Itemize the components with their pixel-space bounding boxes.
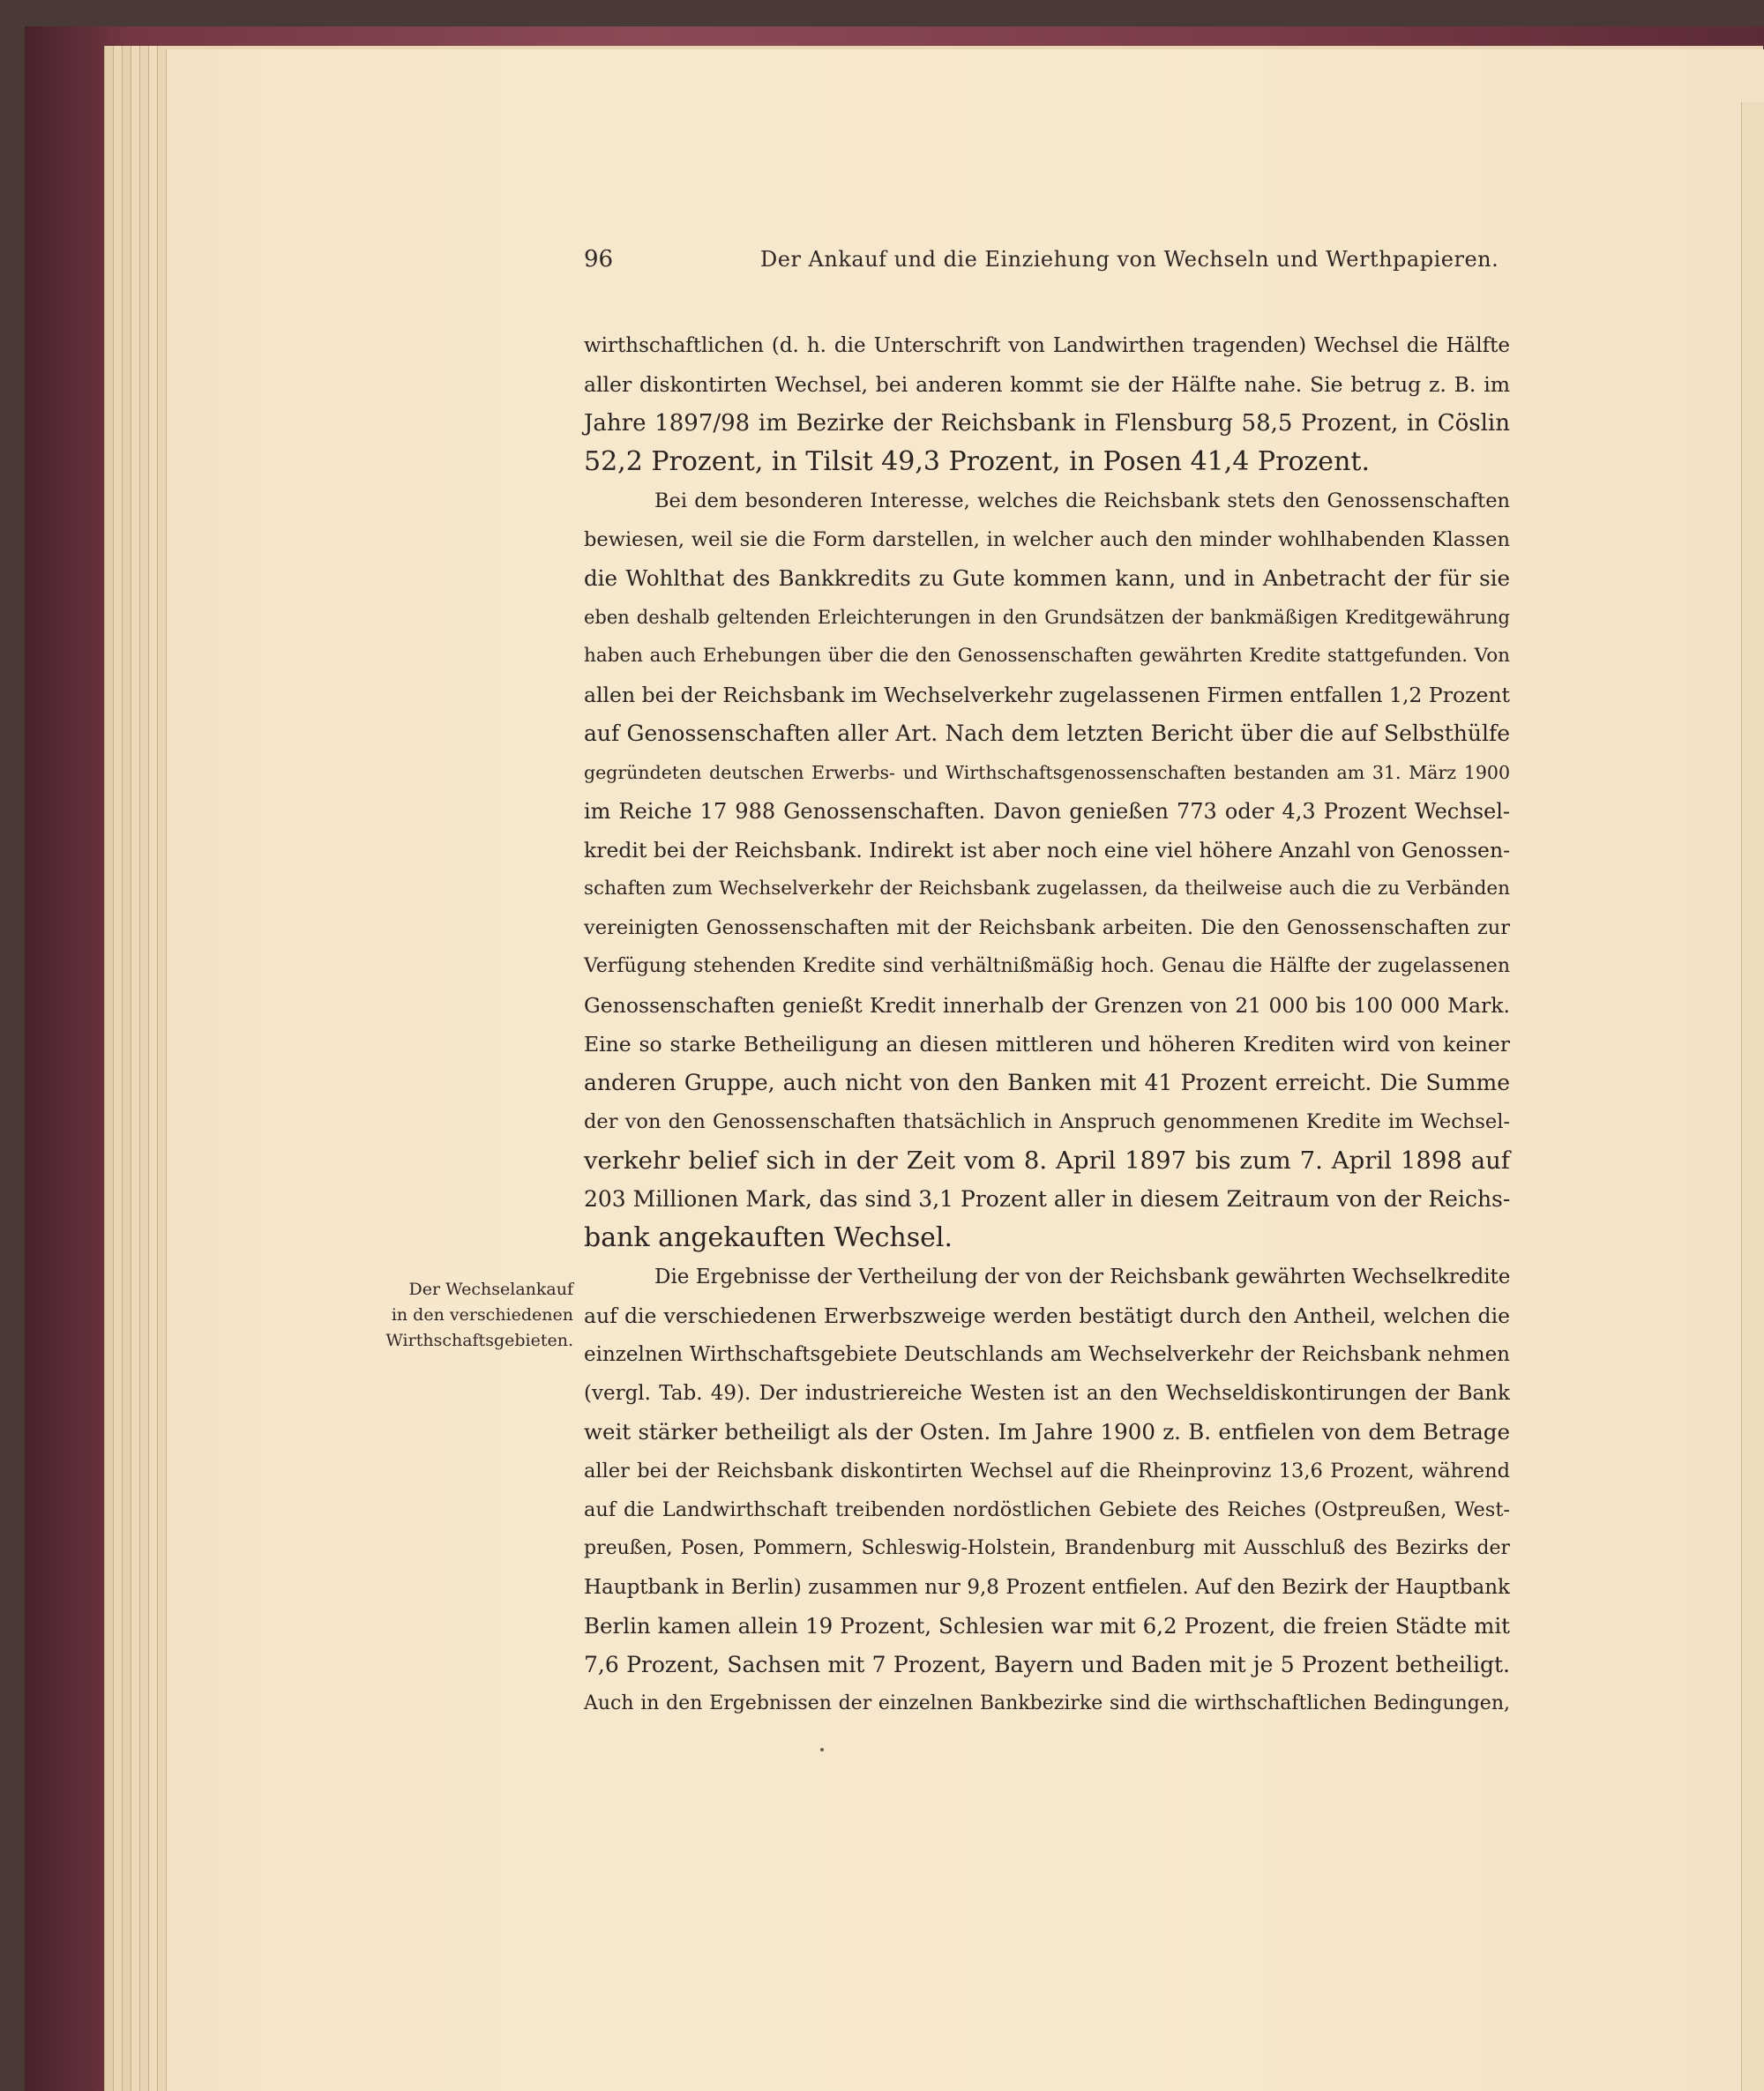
next-page-edge — [1741, 102, 1764, 2091]
text-line: eben deshalb geltenden Erleichterungen in den Grundsätzen der bankmäßigen Kreditgewährung — [584, 607, 1510, 628]
running-head: Der Ankauf und die Einziehung von Wechseln und Werthpapieren. — [760, 247, 1499, 272]
text-line: schaften zum Wechselverkehr der Reichsbank zugelassen, da theilweise auch die zu Verbänden — [584, 877, 1510, 900]
text-line: kredit bei der Reichsbank. Indirekt ist aber noch eine viel höhere Anzahl von Genossen- — [584, 838, 1511, 863]
text-line: auf die verschiedenen Erwerbszweige werden bestätigt durch den Antheil, welchen die — [584, 1303, 1510, 1328]
text-line: allen bei der Reichsbank im Wechselverkehr zugelassenen Firmen entfallen 1,2 Prozent — [584, 683, 1510, 707]
text-line: wirthschaftlichen (d. h. die Unterschrift von Landwirthen tragenden) Wechsel die Hälfte — [584, 334, 1510, 357]
margin-note-line: in den verschiedenen — [391, 1305, 573, 1325]
page-header — [584, 243, 1499, 275]
text-line: Auch in den Ergebnissen der einzelnen Bankbezirke sind die wirthschaftlichen Bedingungen, — [584, 1692, 1510, 1714]
margin-note — [379, 1277, 573, 1354]
text-line: auf die Landwirthschaft treibenden nordöstlichen Gebiete des Reiches (Ostpreußen, West- — [584, 1498, 1510, 1521]
text-line: der von den Genossenschaften thatsächlich in Anspruch genommenen Kredite im Wechsel- — [584, 1110, 1510, 1133]
text-line: aller diskontirten Wechsel, bei anderen kommt sie der Hälfte nahe. Sie betrug z. B. im — [584, 372, 1510, 397]
text-line: anderen Gruppe, auch nicht von den Banken mit 41 Prozent erreicht. Die Summe — [584, 1070, 1510, 1095]
text-line: aller bei der Reichsbank diskontirten Wechsel auf die Rheinprovinz 13,6 Prozent, während — [584, 1460, 1510, 1482]
text-line: Hauptbank in Berlin) zusammen nur 9,8 Prozent entfielen. Auf den Bezirk der Hauptbank — [584, 1576, 1510, 1599]
text-line: bank angekauften Wechsel. — [584, 1222, 953, 1253]
text-line: auf Genossenschaften aller Art. Nach dem letzten Bericht über die auf Selbsthülfe — [584, 721, 1510, 746]
text-line: 7,6 Prozent, Sachsen mit 7 Prozent, Bayern und Baden mit je 5 Prozent betheiligt. — [584, 1652, 1510, 1677]
page-number: 96 — [584, 246, 614, 273]
text-line: Berlin kamen allein 19 Prozent, Schlesien war mit 6,2 Prozent, die freien Städte mit — [584, 1613, 1510, 1639]
text-line: 203 Millionen Mark, das sind 3,1 Prozent aller in diesem Zeitraum von der Reichs- — [584, 1186, 1511, 1212]
text-line: weit stärker betheiligt als der Osten. Im Jahre 1900 z. B. entfielen von dem Betrage — [584, 1419, 1510, 1445]
text-line: preußen, Posen, Pommern, Schleswig-Holstein, Brandenburg mit Ausschluß des Bezirks der — [584, 1537, 1510, 1559]
text-line: Bei dem besonderen Interesse, welches die Reichsbank stets den Genossenschaften — [654, 489, 1510, 512]
text-line: einzelnen Wirthschaftsgebiete Deutschlands am Wechselverkehr der Reichsbank nehmen — [584, 1343, 1510, 1366]
text-line: bewiesen, weil sie die Form darstellen, in welcher auch den minder wohlhabenden Klassen — [584, 528, 1510, 551]
text-line: im Reiche 17 988 Genossenschaften. Davon genießen 773 oder 4,3 Prozent Wechsel- — [584, 799, 1510, 824]
text-line: Jahre 1897/98 im Bezirke der Reichsbank in Flensburg 58,5 Prozent, in Cöslin — [584, 410, 1510, 437]
text-line: Verfügung stehenden Kredite sind verhältnißmäßig hoch. Genau die Hälfte der zugelassenen — [584, 955, 1510, 977]
text-line: Die Ergebnisse der Vertheilung der von der Reichsbank gewährten Wechselkredite — [654, 1266, 1511, 1288]
text-line: die Wohlthat des Bankkredits zu Gute kommen kann, und in Anbetracht der für sie — [584, 565, 1510, 591]
ink-speck — [820, 1748, 824, 1751]
text-line: gegründeten deutschen Erwerbs- und Wirthschaftsgenossenschaften bestanden am 31. März 1900 — [584, 762, 1510, 783]
text-line: Genossenschaften genießt Kredit innerhalb der Grenzen von 21 000 bis 100 000 Mark. — [584, 993, 1510, 1018]
margin-note-line: Der Wechselankauf — [408, 1280, 573, 1299]
text-line: vereinigten Genossenschaften mit der Reichsbank arbeiten. Die den Genossenschaften zur — [584, 916, 1510, 939]
text-line: verkehr belief sich in der Zeit vom 8. April 1897 bis zum 7. April 1898 auf — [584, 1146, 1510, 1175]
text-line: Eine so starke Betheiligung an diesen mittleren und höheren Krediten wird von keiner — [584, 1032, 1510, 1057]
body-text — [584, 326, 1510, 1723]
text-line: haben auch Erhebungen über die den Genossenschaften gewährten Kredite stattgefunden. Von — [584, 645, 1510, 667]
margin-note-line: Wirthschaftsgebieten. — [385, 1331, 573, 1350]
text-line: (vergl. Tab. 49). Der industriereiche Westen ist an den Wechseldiskontirungen der Bank — [584, 1382, 1510, 1405]
text-line: 52,2 Prozent, in Tilsit 49,3 Prozent, in Posen 41,4 Prozent. — [584, 446, 1370, 477]
